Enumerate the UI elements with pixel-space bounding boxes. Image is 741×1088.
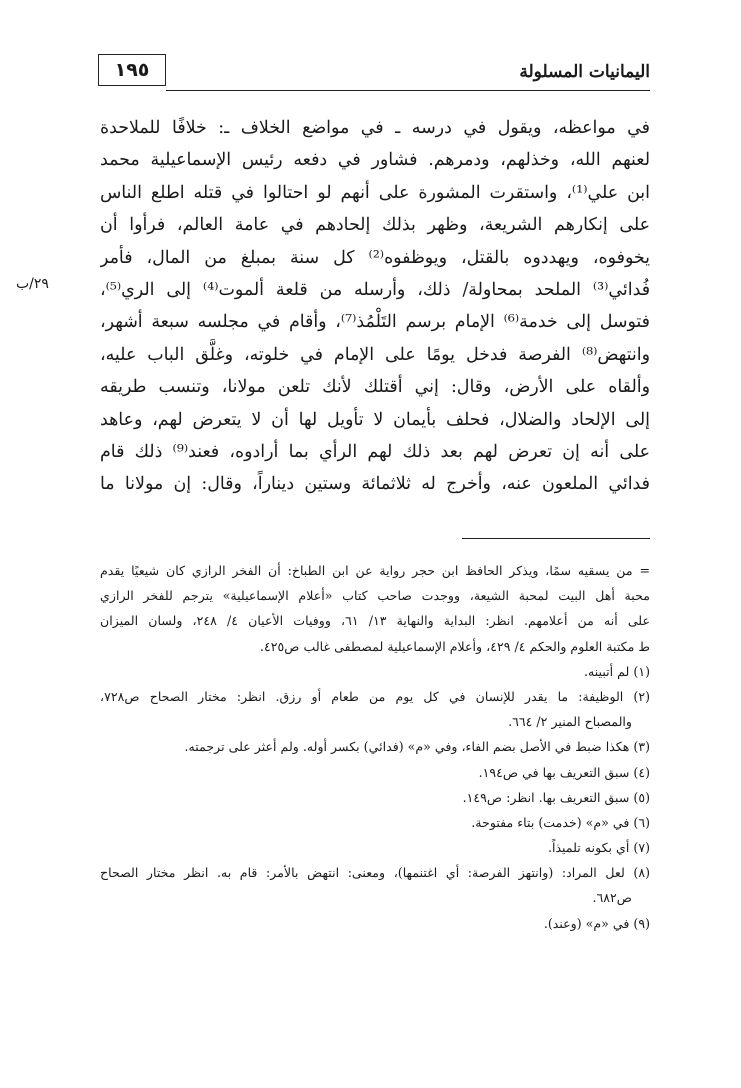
body-line: فُدائي⁽³⁾ الملحد بمحاولة/ ذلك، وأرسله من قلعة ألموت⁽⁴⁾ إلى الري⁽⁵⁾،: [100, 279, 650, 300]
footnote-line: (٦) في «م» (خدمت) بتاء مفتوحة.: [471, 814, 650, 830]
footnote-line: (٥) سبق التعريف بها. انظر: ص١٤٩.: [462, 789, 650, 805]
body-line: على إنكارهم الشريعة، وظهر بذلك إلحادهم في عامة العالم، فرأوا أن: [100, 215, 650, 236]
body-line: إلى الإلحاد والضلال، فحلف بأيمان لا تأويل لها أن لا يتعرض لهم، وعاهد: [100, 409, 650, 430]
footnote-rule: [462, 538, 650, 539]
manuscript-folio-note: ٢٩/ب: [16, 276, 49, 292]
body-line: يخوفوه، ويهددوه بالقتل، ويوظفوه⁽²⁾ كل سنة بمبلغ من المال، فأمر: [100, 247, 650, 268]
body-text: [100, 112, 650, 501]
footnote-line: والمصباح المنير ٢/ ٦٦٤.: [508, 714, 632, 730]
body-line: ابن علي⁽¹⁾، واستقرت المشورة على أنهم لو احتالوا في قتله اطلع الناس: [100, 182, 650, 203]
footnote-line: على أنه من أعلامهم. انظر: البداية والنهاية ١٣/ ٦١، ووفيات الأعيان ٤/ ٢٤٨، ولسان الميزان: [100, 613, 650, 629]
footnote-line: محبة أهل البيت لمحبة الشيعة، ووجدت صاحب كتاب «أعلام الإسماعيلية» يترجم للفخر الرازي: [100, 588, 650, 604]
footnote-line: (٨) لعل المراد: (وانتهز الفرصة: أي اغتنمها)، ومعنى: انتهض بالأمر: قام به. انظر مختار الصحاح: [100, 865, 650, 881]
footnote-line: (٤) سبق التعريف بها في ص١٩٤.: [478, 764, 650, 780]
footnote-line: = من يسقيه سمًا، ويذكر الحافظ ابن حجر رواية عن ابن الطباخ: أن الفخر الرازي كان شيعيًا يقدم: [100, 563, 650, 578]
footnote-line: (٣) هكذا ضبط في الأصل بضم الفاء، وفي «م» (فدائي) بكسر أوله. ولم أعثر على ترجمته.: [184, 739, 650, 755]
body-line: لعنهم الله، وخذلهم، ودمرهم. فشاور في دفعه رئيس الإسماعيلية محمد: [100, 150, 650, 171]
page-header: [98, 54, 650, 94]
body-line: على أنه إن تعرض لهم بعد ذلك لهم الرأي بما أرادوه، فعند⁽⁹⁾ ذلك قام: [100, 441, 650, 462]
footnote-line: (٢) الوظيفة: ما يقدر للإنسان في كل يوم من طعام أو رزق. انظر: مختار الصحاح ص٧٢٨،: [100, 688, 650, 704]
running-title: اليمانيات المسلولة: [519, 62, 650, 82]
body-line: وانتهض⁽⁸⁾ الفرصة فدخل يومًا على الإمام في خلوته، وغلَّق الباب عليه،: [100, 344, 650, 365]
footnotes: [100, 558, 650, 936]
page-number: ١٩٥: [98, 54, 166, 86]
body-line: فدائي الملعون عنه، وأخرج له ثلاثمائة وستين ديناراً، وقال: إن مولانا ما: [100, 474, 650, 495]
body-line: وألقاه على الأرض، وقال: إني أقتلك لأنك تلعن مولانا، وتنسب طريقه: [100, 377, 650, 398]
footnote-line: ص٦٨٢.: [592, 890, 632, 906]
footnote-line: (١) لم أتبينه.: [584, 663, 650, 679]
footnote-line: ط مكتبة العلوم والحكم ٤/ ٤٢٩، وأعلام الإسماعيلية لمصطفى غالب ص٤٢٥.: [259, 638, 650, 654]
footnote-line: (٧) أي بكونه تلميذاً.: [547, 840, 650, 856]
body-line: فتوسل إلى خدمة⁽⁶⁾ الإمام برسم التَلْمُذ⁽⁷⁾، وأقام في مجلسه سبعة أشهر،: [100, 312, 650, 333]
footnote-line: (٩) في «م» (وعند).: [543, 915, 650, 931]
body-line: في مواعظه، ويقول في درسه ـ في مواضع الخلاف ـ: خلافًا للملاحدة: [100, 118, 650, 138]
header-rule: [166, 90, 650, 91]
